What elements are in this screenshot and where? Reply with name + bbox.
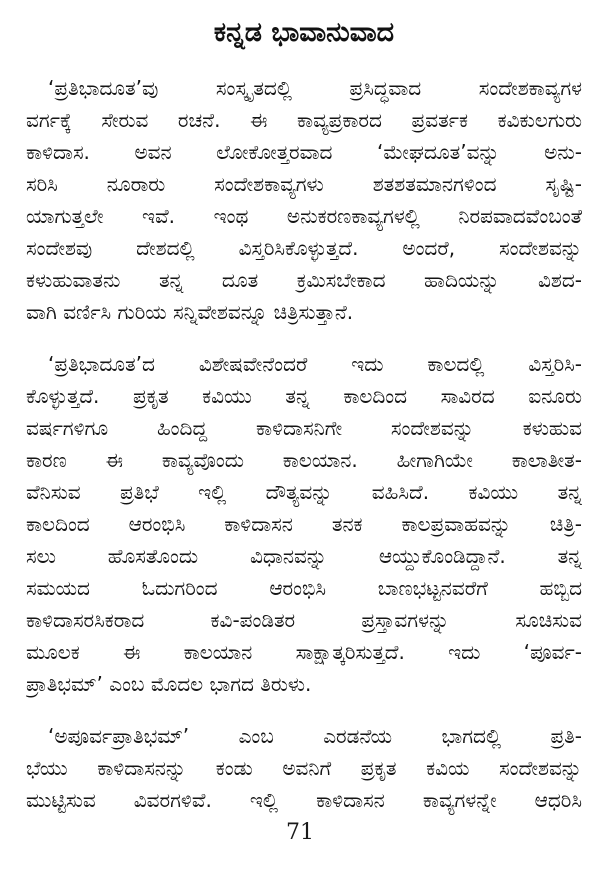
text-line: ಮೂಲಕ ಈ ಕಾಲಯಾನ ಸಾಕ್ಷಾತ್ಕರಿಸುತ್ತದೆ. ಇದು ‘ಪೂರ್ವ- bbox=[26, 640, 582, 664]
text-line: ವರ್ಷಗಳಿಗೂ ಹಿಂದಿದ್ದ ಕಾಳಿದಾಸನಿಗೇ ಸಂದೇಶವನ್ನು ಕಳುಹುವ bbox=[26, 416, 582, 440]
text-line: ಕೊಳ್ಳುತ್ತದೆ. ಪ್ರಕೃತ ಕವಿಯು ತನ್ನ ಕಾಲದಿಂದ ಸಾವಿರದ ಐನೂರು bbox=[26, 384, 582, 408]
text-line: ‘ಅಪೂರ್ವಪ್ರಾತಿಭಮ್’ ಎಂಬ ಎರಡನೆಯ ಭಾಗದಲ್ಲಿ ಪ್ರತಿ- bbox=[48, 724, 582, 748]
text-line: ಸಲು ಹೊಸತೊಂದು ವಿಧಾನವನ್ನು ಆಯ್ದುಕೊಂಡಿದ್ದಾನೆ. ತನ್ನ bbox=[26, 544, 582, 568]
text-line: ಕಾಲದಿಂದ ಆರಂಭಿಸಿ ಕಾಳಿದಾಸನ ತನಕ ಕಾಲಪ್ರವಾಹವನ್ನು ಚಿತ್ರಿ- bbox=[26, 512, 582, 536]
page-title: ಕನ್ನಡ ಭಾವಾನುವಾದ bbox=[213, 17, 395, 48]
page-number: 71 bbox=[286, 820, 314, 845]
text-line: ವೆನಿಸುವ ಪ್ರತಿಭೆ ಇಲ್ಲಿ ದೌತ್ಯವನ್ನು ವಹಿಸಿದೆ. ಕವಿಯು ತನ್ನ bbox=[26, 480, 582, 504]
text-line: ವಾಗಿ ವರ್ಣಿಸಿ ಗುರಿಯ ಸನ್ನಿವೇಶವನ್ನೂ ಚಿತ್ರಿಸುತ್ತಾನೆ. bbox=[26, 300, 354, 324]
text-line: ಸಮಯದ ಓದುಗರಿಂದ ಆರಂಭಿಸಿ ಬಾಣಭಟ್ಟನವರೆಗೆ ಹಬ್ಬಿದ bbox=[26, 576, 582, 600]
paragraph-1 bbox=[26, 72, 582, 328]
text-line: ಮುಟ್ಟಿಸುವ ವಿವರಗಳಿವೆ. ಇಲ್ಲಿ ಕಾಳಿದಾಸನ ಕಾವ್ಯಗಳನ್ನೇ ಆಧರಿಸಿ bbox=[26, 788, 582, 812]
text-line: ಕಳುಹುವಾತನು ತನ್ನ ದೂತ ಕ್ರಮಿಸಬೇಕಾದ ಹಾದಿಯನ್ನು ವಿಶದ- bbox=[26, 268, 582, 292]
text-line: ‘ಪ್ರತಿಭಾದೂತ’ವು ಸಂಸ್ಕೃತದಲ್ಲಿ ಪ್ರಸಿದ್ಧವಾದ ಸಂದೇಶಕಾವ್ಯಗಳ bbox=[48, 76, 582, 100]
text-line: ಯಾಗುತ್ತಲೇ ಇವೆ. ಇಂಥ ಅನುಕರಣಕಾವ್ಯಗಳಲ್ಲಿ ನಿರಪವಾದವೆಂಬಂತೆ bbox=[26, 204, 582, 228]
text-line: ಭೆಯು ಕಾಳಿದಾಸನನ್ನು ಕಂಡು ಅವನಿಗೆ ಪ್ರಕೃತ ಕವಿಯ ಸಂದೇಶವನ್ನು bbox=[26, 756, 582, 780]
paragraph-3 bbox=[26, 720, 582, 816]
text-line: ಕಾಳಿದಾಸರಸಿಕರಾದ ಕವಿ-ಪಂಡಿತರ ಪ್ರಸ್ತಾವಗಳನ್ನು ಸೂಚಿಸುವ bbox=[26, 608, 582, 632]
text-line: ‘ಪ್ರತಿಭಾದೂತ’ದ ವಿಶೇಷವೇನೆಂದರೆ ಇದು ಕಾಲದಲ್ಲಿ ವಿಸ್ತರಿಸಿ- bbox=[48, 352, 582, 376]
text-line: ಕಾಳಿದಾಸ. ಅವನ ಲೋಕೋತ್ತರವಾದ ‘ಮೇಘದೂತ’ವನ್ನು ಅನು- bbox=[26, 140, 582, 164]
text-line: ವರ್ಗಕ್ಕೆ ಸೇರುವ ರಚನೆ. ಈ ಕಾವ್ಯಪ್ರಕಾರದ ಪ್ರವರ್ತಕ ಕವಿಕುಲಗುರು bbox=[26, 108, 582, 132]
paragraph-2 bbox=[26, 348, 582, 700]
body-text bbox=[26, 72, 582, 816]
text-line: ಸರಿಸಿ ನೂರಾರು ಸಂದೇಶಕಾವ್ಯಗಳು ಶತಶತಮಾನಗಳಿಂದ ಸೃಷ್ಟಿ- bbox=[26, 172, 582, 196]
text-line: ಕಾರಣ ಈ ಕಾವ್ಯವೊಂದು ಕಾಲಯಾನ. ಹೀಗಾಗಿಯೇ ಕಾಲಾತೀತ- bbox=[26, 448, 582, 472]
text-line: ಪ್ರಾತಿಭಮ್’ ಎಂಬ ಮೊದಲ ಭಾಗದ ತಿರುಳು. bbox=[26, 672, 312, 696]
text-line: ಸಂದೇಶವು ದೇಶದಲ್ಲಿ ವಿಸ್ತರಿಸಿಕೊಳ್ಳುತ್ತದೆ. ಅಂದರೆ, ಸಂದೇಶವನ್ನು bbox=[26, 236, 582, 260]
